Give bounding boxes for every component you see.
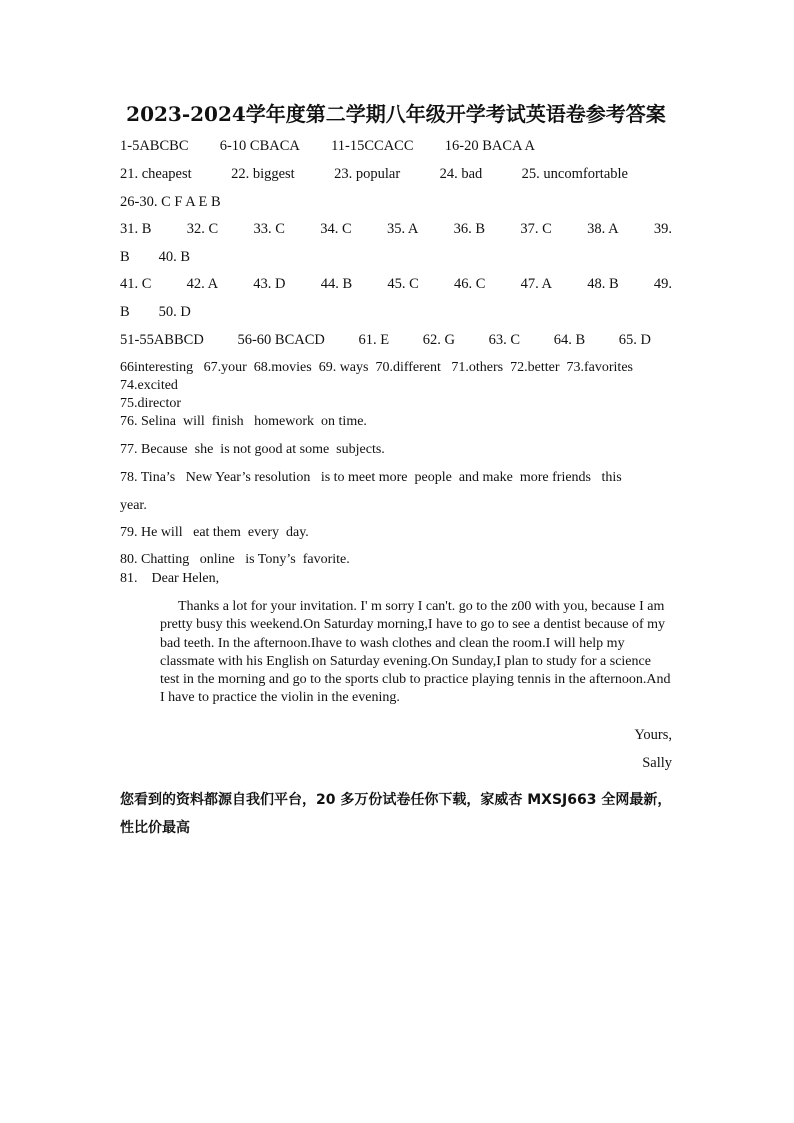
answers-49-50 (120, 304, 191, 321)
answer-item: 44. B (320, 276, 353, 292)
answer-item: 32. C (186, 221, 219, 237)
answer-item: 62. G (422, 332, 455, 348)
answer-item: 34. C (320, 221, 352, 237)
answer-item: 43. D (253, 276, 286, 292)
answer-item: 46. C (453, 276, 486, 292)
answers-31-39 (120, 221, 672, 238)
answer-item: 38. A (587, 221, 619, 237)
answers-21-25 (120, 166, 628, 183)
answer-item: 65. D (618, 332, 651, 348)
answer-item: 31. B (120, 221, 152, 237)
letter-closing: Yours, (634, 727, 672, 743)
answer-78: 78. Tina’s New Year’s resolution is to meet more people and make more friends this (120, 470, 622, 485)
answer-item: 45. C (387, 276, 419, 292)
answer-item: 22. biggest (231, 166, 295, 182)
answer-item: 50. D (158, 304, 191, 320)
answer-group: 11-15CCACC (331, 138, 414, 154)
answer-item: 39. (653, 221, 672, 237)
answer-item: 33. C (253, 221, 285, 237)
answer-item: 63. C (488, 332, 521, 348)
model-letter (160, 598, 672, 708)
answer-77: 77. Because she is not good at some subjects. (120, 442, 385, 457)
answer-item: 48. B (587, 276, 619, 292)
answer-item: B (120, 249, 130, 265)
answer-item: 51-55ABBCD (120, 332, 204, 348)
answers-66-73: 66interesting 67.your 68.movies 69. ways 70.different 71.others 72.better 73.favorites (120, 360, 633, 375)
answer-81-salutation: 81. Dear Helen, (120, 571, 220, 586)
answer-item: 61. E (358, 332, 390, 348)
answer-item: 24. bad (439, 166, 483, 182)
answers-1-20 (120, 138, 535, 155)
answer-78-cont: year. (120, 498, 147, 513)
answer-item: 64. B (553, 332, 586, 348)
answer-item: 25. uncomfortable (521, 166, 628, 182)
answer-75: 75.director (120, 396, 182, 411)
answer-group: 1-5ABCBC (120, 138, 189, 154)
answer-item: 21. cheapest (120, 166, 192, 182)
answer-item: 42. A (186, 276, 219, 292)
page-title: 2023-2024学年度第二学期八年级开学考试英语卷参考答案 (126, 102, 666, 126)
letter-body: Thanks a lot for your invitation. I' m sorry I can't. go to the z00 with you, because I am pretty busy this weekend.On Saturday morning,I have to go to see a dentist because of my bad teeth. In the afternoon.Ihave to wash clothes and clean the room.I will help my classmate with his English on Saturday evening.On Sunday,I plan to study for a science test in the morning and go to the sports club to practice playing tennis in the afternoon.And I have to practice the violin in the evening. (160, 599, 671, 706)
answer-group: 16-20 BACA A (444, 138, 535, 154)
answer-item: 56-60 BCACD (237, 332, 325, 348)
footer-notice: 您看到的资料都源自我们平台，20 多万份试卷任你下载，家威杏 MXSJ663 全网最新，性比价最高 (120, 792, 672, 836)
answer-item: 37. C (520, 221, 552, 237)
answer-80: 80. Chatting online is Tony’s favorite. (120, 552, 350, 567)
answer-item: 49. (653, 276, 672, 292)
answers-51-65 (120, 332, 651, 349)
answer-group: 6-10 CBACA (219, 138, 300, 154)
answer-item: 36. B (453, 221, 486, 237)
answer-79: 79. He will eat them every day. (120, 525, 309, 540)
answers-26-30: 26-30. C F A E B (120, 194, 221, 210)
letter-signature: Sally (642, 755, 672, 771)
answers-39-40 (120, 249, 190, 266)
answer-item: 41. C (120, 276, 152, 292)
answer-76: 76. Selina will finish homework on time. (120, 414, 367, 429)
answer-item: 23. popular (334, 166, 401, 182)
answer-item: 47. A (520, 276, 552, 292)
answer-item: 40. B (158, 249, 191, 265)
answer-item: B (120, 304, 130, 320)
answer-74: 74.excited (120, 378, 178, 393)
answer-item: 35. A (386, 221, 419, 237)
answers-41-49 (120, 276, 672, 293)
